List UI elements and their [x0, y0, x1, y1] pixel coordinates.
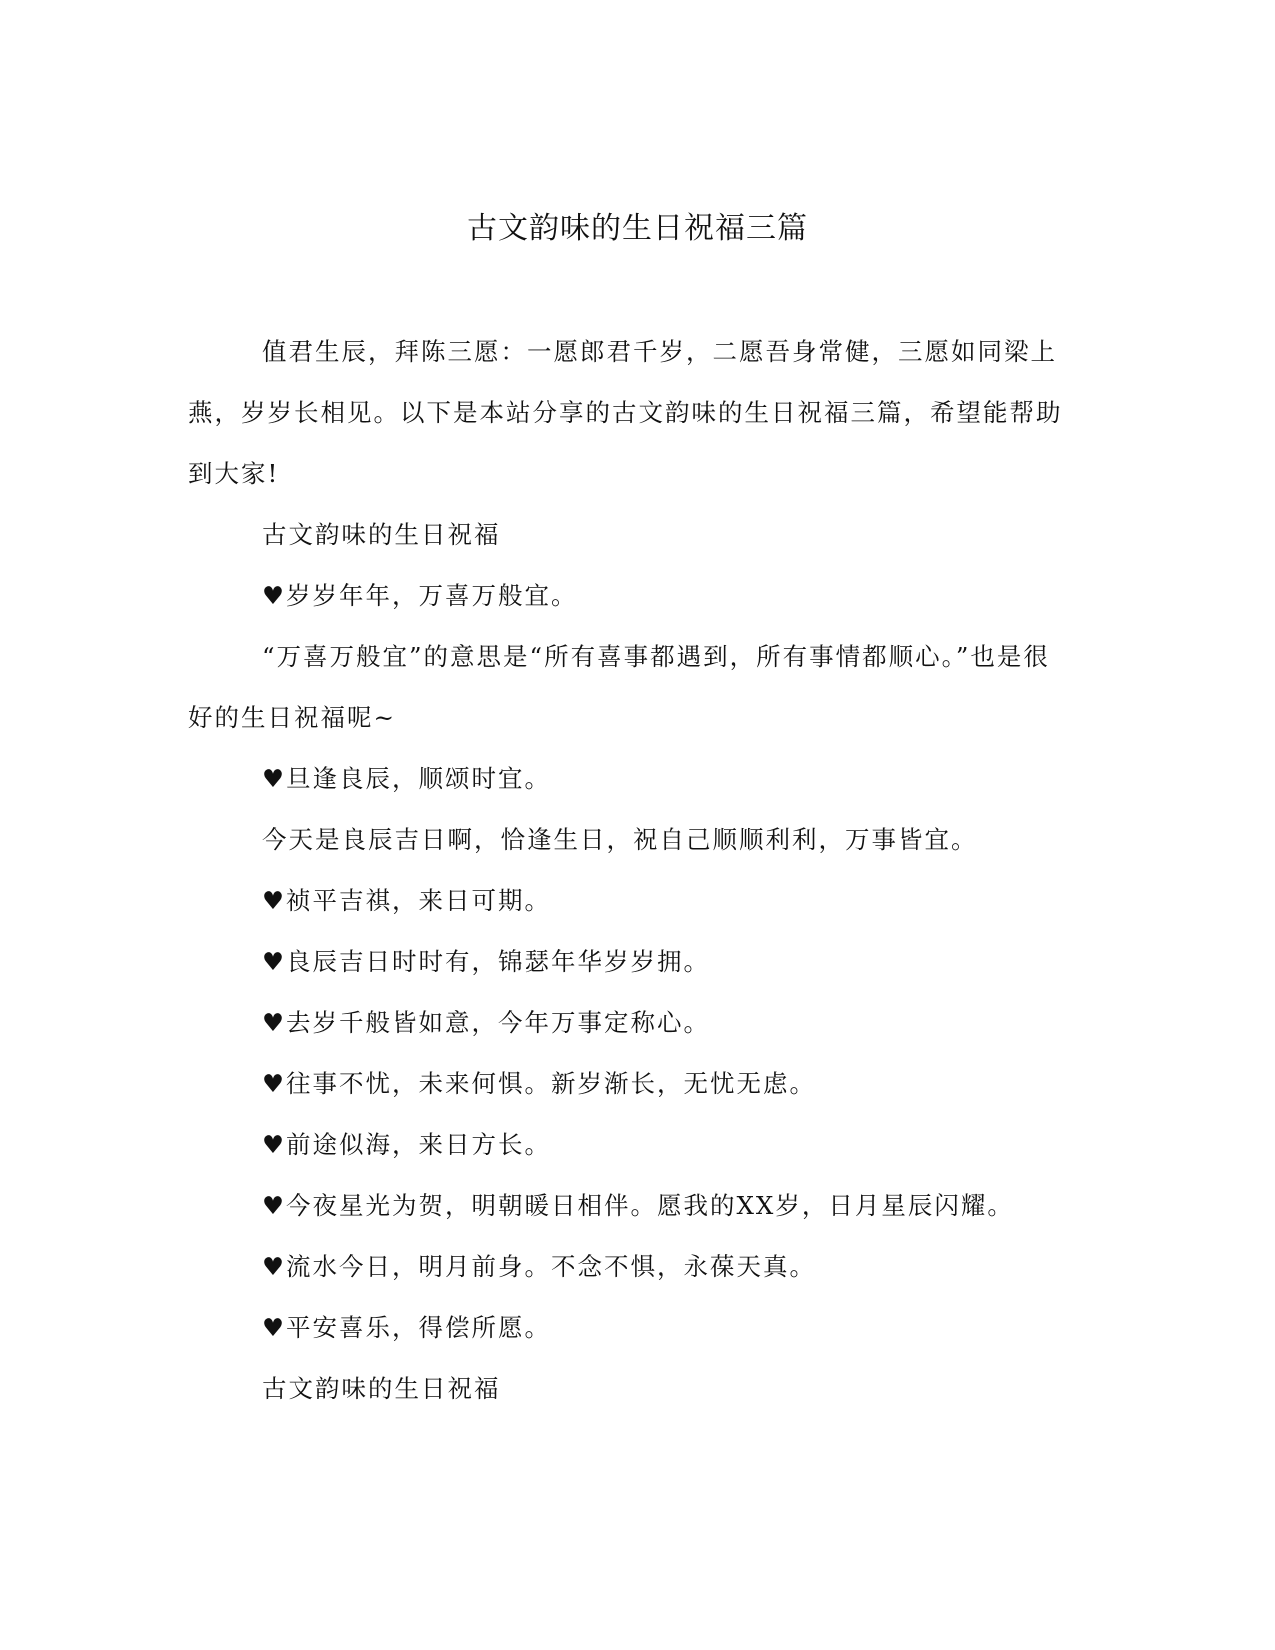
blessing-line: ♥平安喜乐，得偿所愿。: [262, 1313, 551, 1342]
blessing-line: ♥前途似海，来日方长。: [262, 1130, 551, 1159]
intro-paragraph: 值君生辰，拜陈三愿：一愿郎君千岁，二愿吾身常健，三愿如同梁上燕，岁岁长相见。以下是本站分享的古文韵味的生日祝福三篇，希望能帮助到大家!: [188, 337, 1063, 488]
explanation-paragraph: “万喜万般宜”的意思是“所有喜事都遇到，所有事情都顺心。”也是很好的生日祝福呢~: [188, 642, 1050, 732]
document-title: 古文韵味的生日祝福三篇: [467, 211, 808, 246]
blessing-line: ♥去岁千般皆如意，今年万事定称心。: [262, 1008, 710, 1037]
blessing-line: ♥岁岁年年，万喜万般宜。: [262, 581, 578, 610]
section-heading: 古文韵味的生日祝福: [262, 1374, 501, 1403]
document-body: [188, 321, 1068, 1419]
blessing-line: ♥流水今日，明月前身。不念不惧，永葆天真。: [262, 1252, 816, 1281]
section-heading: 古文韵味的生日祝福: [262, 520, 501, 549]
blessing-line: ♥今夜星光为贺，明朝暖日相伴。愿我的XX岁，日月星辰闪耀。: [262, 1191, 1014, 1220]
blessing-line: ♥旦逢良辰，顺颂时宜。: [262, 764, 551, 793]
blessing-line: ♥祯平吉祺，来日可期。: [262, 886, 551, 915]
blessing-line: ♥往事不忧，未来何惧。新岁渐长，无忧无虑。: [262, 1069, 816, 1098]
explanation-paragraph: 今天是良辰吉日啊，恰逢生日，祝自己顺顺利利，万事皆宜。: [262, 825, 978, 854]
blessing-line: ♥良辰吉日时时有，锦瑟年华岁岁拥。: [262, 947, 710, 976]
